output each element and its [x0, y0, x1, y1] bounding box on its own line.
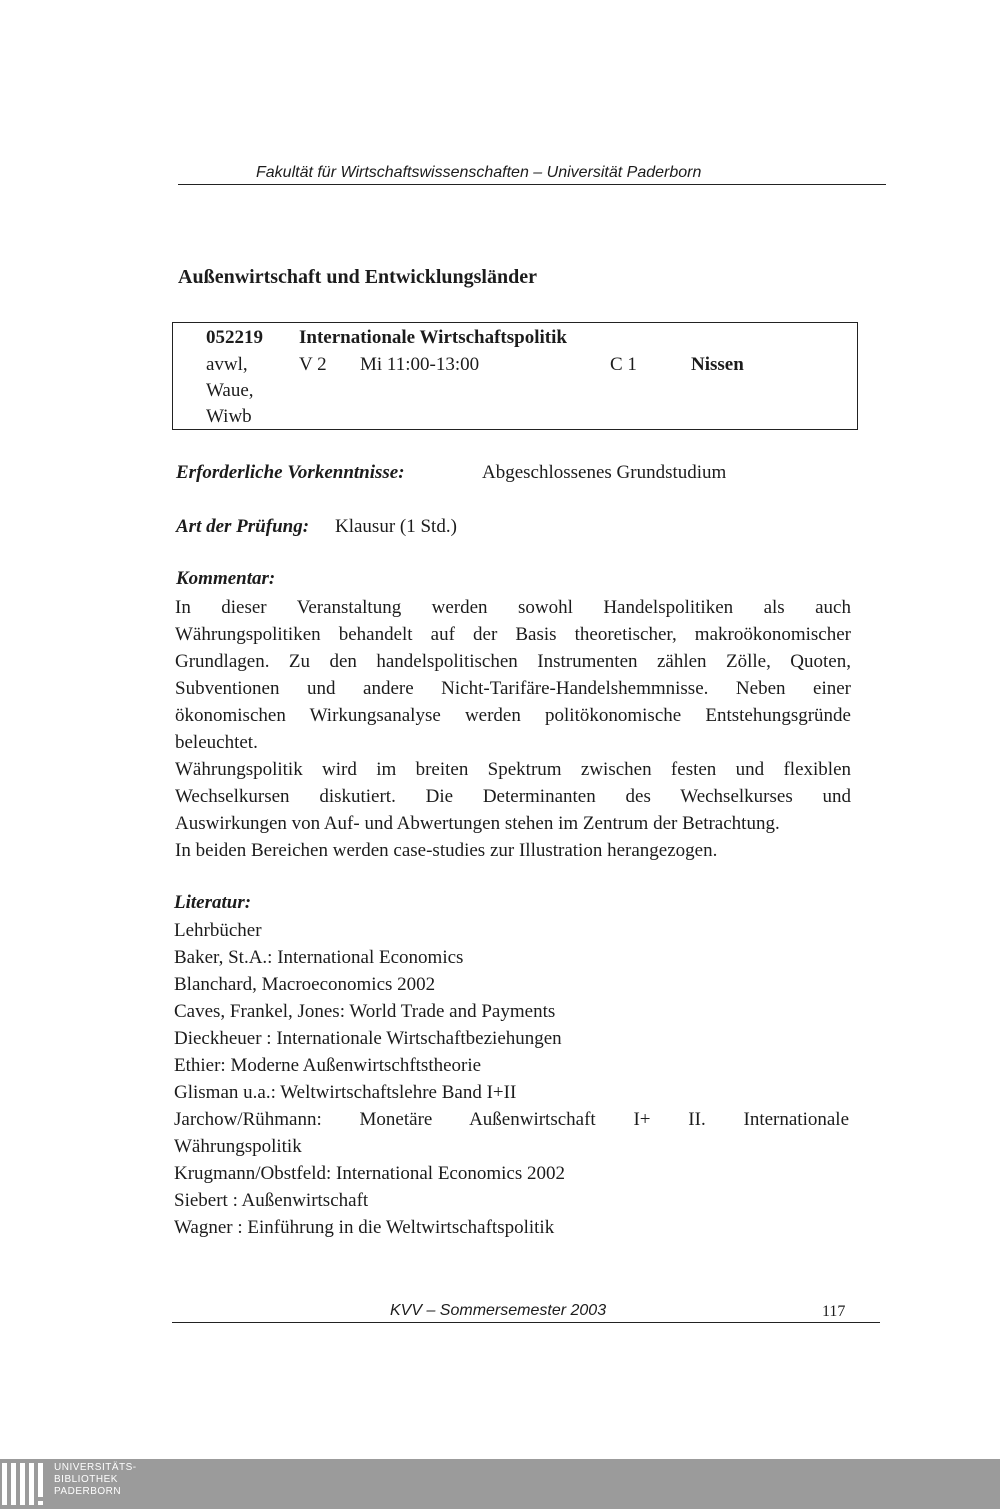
comment-line: Währungspolitik wird im breiten Spektrum zwischen festen und flexiblen	[175, 759, 851, 780]
comment-line: ökonomischen Wirkungsanalyse werden politökonomische Entstehungsgründe	[175, 705, 851, 726]
comment-line: Auswirkungen von Auf- und Abwertungen stehen im Zentrum der Betrachtung.	[175, 813, 780, 834]
prerequisites-label: Erforderliche Vorkenntnisse:	[176, 462, 405, 483]
section-title: Außenwirtschaft und Entwicklungsländer	[178, 266, 537, 288]
library-logo-line: UNIVERSITÄTS-	[54, 1462, 137, 1473]
library-logo-line: PADERBORN	[54, 1486, 122, 1497]
page-number: 117	[822, 1303, 846, 1320]
course-number: 052219	[206, 327, 263, 348]
library-logo-icon	[2, 1463, 48, 1505]
course-lecturer: Nissen	[691, 354, 744, 375]
literature-item: Jarchow/Rühmann: Monetäre Außenwirtschaft I+ II. Internationale	[174, 1109, 849, 1130]
literature-item: Dieckheuer : Internationale Wirtschaftbeziehungen	[174, 1028, 562, 1049]
literature-item: Wagner : Einführung in die Weltwirtschaftspolitik	[174, 1217, 555, 1238]
literature-label: Literatur:	[174, 892, 252, 913]
course-room: C 1	[610, 354, 637, 375]
comment-line: Währungspolitiken behandelt auf der Basis theoretischer, makroökonomischer	[175, 624, 851, 645]
comment-line: Grundlagen. Zu den handelspolitischen Instrumenten zählen Zölle, Quoten,	[175, 651, 851, 672]
exam-label: Art der Prüfung:	[176, 516, 310, 537]
course-time: Mi 11:00-13:00	[360, 354, 480, 375]
library-logo-line: BIBLIOTHEK	[54, 1474, 118, 1485]
literature-item: Siebert : Außenwirtschaft	[174, 1190, 369, 1211]
comment-line: beleuchtet.	[175, 732, 258, 753]
comment-text	[175, 594, 851, 864]
library-logo-text	[54, 1462, 137, 1498]
comment-line: In beiden Bereichen werden case-studies zur Illustration herangezogen.	[175, 840, 718, 861]
literature-item: Krugmann/Obstfeld: International Economics 2002	[174, 1163, 565, 1184]
prerequisites-value: Abgeschlossenes Grundstudium	[482, 462, 727, 483]
comment-line: Wechselkursen diskutiert. Die Determinanten des Wechselkurses und	[175, 786, 851, 807]
literature-subheading: Lehrbücher	[174, 920, 262, 941]
course-info-box	[172, 322, 858, 430]
comment-line: Subventionen und andere Nicht-Tarifäre-Handelshemmnisse. Neben einer	[175, 678, 851, 699]
exam-value: Klausur (1 Std.)	[335, 516, 457, 537]
literature-item: Glisman u.a.: Weltwirtschaftslehre Band I+II	[174, 1082, 517, 1103]
course-area: Wiwb	[206, 406, 252, 427]
comment-line: In dieser Veranstaltung werden sowohl Handelspolitiken als auch	[175, 597, 851, 618]
course-area: Waue,	[206, 380, 254, 401]
course-title: Internationale Wirtschaftspolitik	[299, 327, 567, 348]
literature-item: Ethier: Moderne Außenwirtschftstheorie	[174, 1055, 482, 1076]
literature-list	[174, 917, 849, 1241]
literature-item: Währungspolitik	[174, 1136, 302, 1157]
course-type: V 2	[299, 354, 327, 375]
library-bar	[0, 1459, 1000, 1509]
page-footer	[172, 1302, 880, 1323]
comment-label: Kommentar:	[176, 568, 276, 589]
header-text: Fakultät für Wirtschaftswissenschaften – Universität Paderborn	[256, 164, 702, 181]
footer-semester: KVV – Sommersemester 2003	[390, 1302, 607, 1319]
literature-item: Blanchard, Macroeconomics 2002	[174, 974, 436, 995]
literature-item: Caves, Frankel, Jones: World Trade and Payments	[174, 1001, 556, 1022]
literature-item: Baker, St.A.: International Economics	[174, 947, 464, 968]
page-header	[178, 164, 886, 185]
course-area: avwl,	[206, 354, 248, 375]
